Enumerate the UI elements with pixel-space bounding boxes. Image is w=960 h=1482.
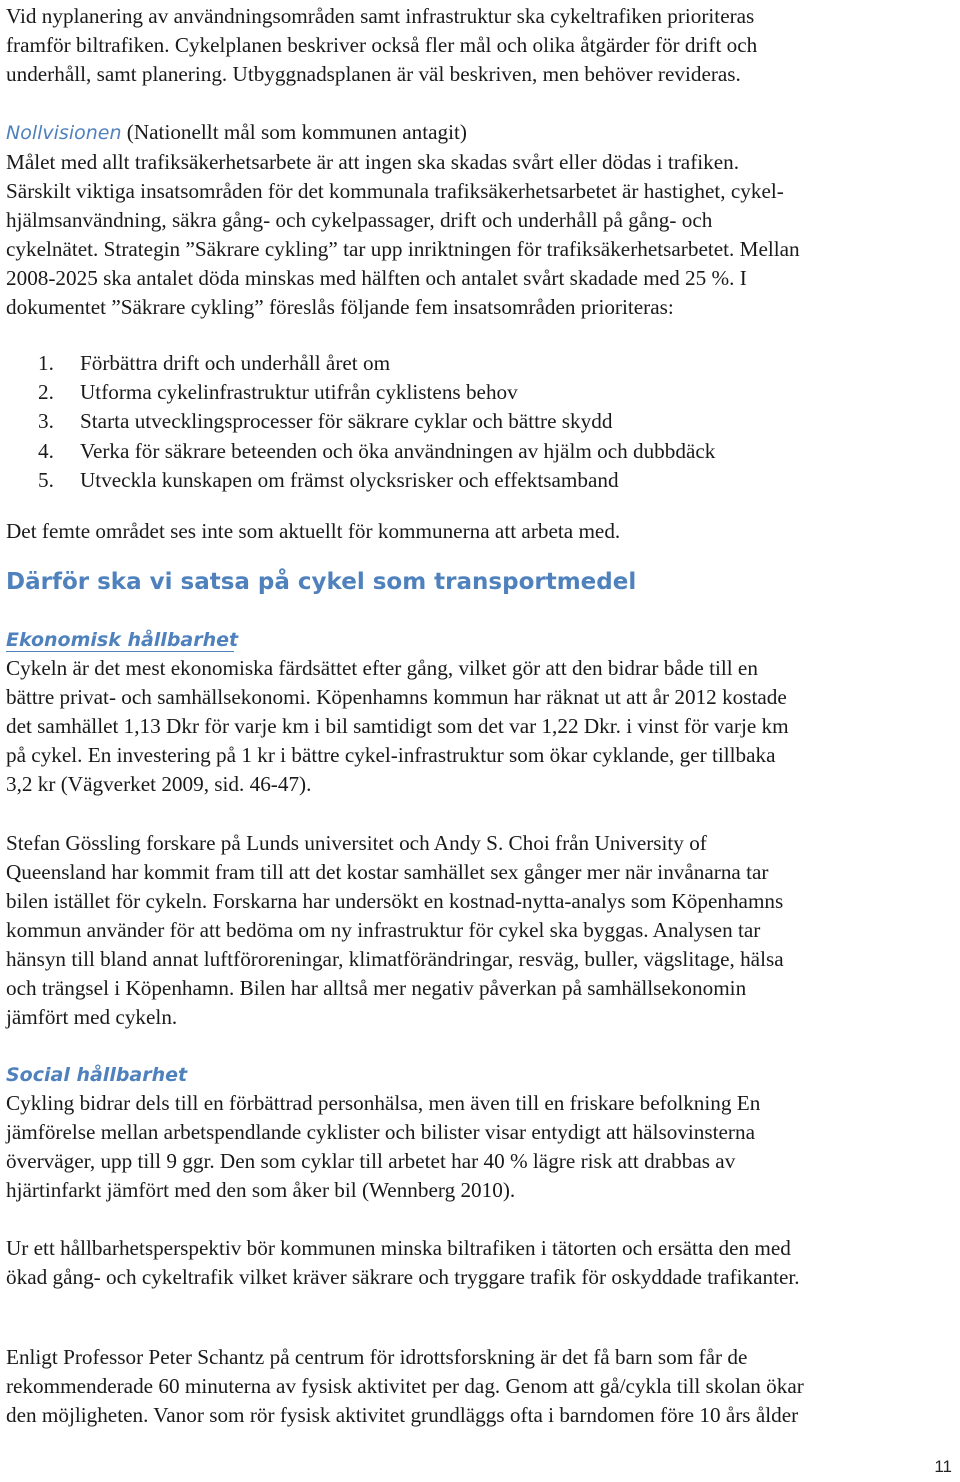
text-line: ökad gång- och cykeltrafik vilket kräver säkrare och tryggare trafik för oskyddade trafikanter.	[6, 1265, 800, 1289]
text-line: hänsyn till bland annat luftföroreningar, klimatförändringar, resväg, buller, vägslitage, hälsa	[6, 947, 784, 971]
list-number: 1.	[38, 351, 54, 375]
priority-list	[38, 349, 715, 495]
list-text: Starta utvecklingsprocesser för säkrare cyklar och bättre skydd	[80, 409, 613, 434]
intro-paragraph	[6, 2, 956, 89]
list-text: Förbättra drift och underhåll året om	[80, 351, 391, 375]
list-number: 4.	[38, 438, 54, 463]
fifth-area-note	[6, 517, 956, 546]
economic-paragraph-1	[6, 654, 956, 799]
text-line: och trängsel i Köpenhamn. Bilen har alltså mer negativ påverkan på samhällsekonomin	[6, 976, 747, 1000]
section-heading: Därför ska vi satsa på cykel som transportmedel	[6, 569, 637, 595]
text-line: bättre privat- och samhällsekonomi. Köpenhamns kommun har räknat ut att år 2012 kostade	[6, 685, 787, 709]
text-line: cykelnätet. Strategin ”Säkrare cykling” tar upp inriktningen för trafiksäkerhetsarbetet. Mellan	[6, 237, 800, 261]
text-line: dokumentet ”Säkrare cykling” föreslås följande fem insatsområden prioriteras:	[6, 295, 674, 319]
list-number: 3.	[38, 409, 54, 434]
text-line: det samhället 1,13 Dkr för varje km i bil samtidigt som det var 1,22 Dkr. i vinst för varje km	[6, 714, 789, 738]
text-line: Stefan Gössling forskare på Lunds universitet och Andy S. Choi från University of	[6, 831, 707, 855]
list-text: Utforma cykelinfrastruktur utifrån cyklistens behov	[80, 380, 518, 405]
nollvision-term: Nollvisionen	[6, 122, 122, 144]
list-item	[38, 407, 715, 436]
text-line: på cykel. En investering på 1 kr i bättre cykel-infrastruktur som ökar cyklande, ger tillbaka	[6, 743, 776, 767]
text-line: jämfört med cykeln.	[6, 1005, 178, 1029]
list-item	[38, 466, 715, 495]
text-line: jämförelse mellan arbetspendlande cyklister och bilister visar entydigt att hälsovinsterna	[6, 1120, 755, 1144]
heading-underline	[6, 651, 234, 652]
text-line: Enligt Professor Peter Schantz på centrum för idrottsforskning är det få barn som får de	[6, 1345, 748, 1369]
text-line: Ur ett hållbarhetsperspektiv bör kommunen minska biltrafiken i tätorten och ersätta den med	[6, 1236, 791, 1260]
text-line: kommun använder för att bedöma om ny infrastruktur för cykel ska byggas. Analysen tar	[6, 918, 761, 942]
list-number: 5.	[38, 467, 54, 492]
text-line: hjärtinfarkt jämfört med den som åker bil (Wennberg 2010).	[6, 1178, 516, 1202]
text-line: överväger, upp till 9 ggr. Den som cyklar till arbetet har 40 % lägre risk att drabbas av	[6, 1149, 736, 1173]
social-heading: Social hållbarhet	[6, 1064, 188, 1086]
text-line: hjälmsanvändning, säkra gång- och cykelpassager, drift och underhåll på gång- och	[6, 208, 713, 232]
text-line: den möjligheten. Vanor som rör fysisk aktivitet grundläggs ofta i barndomen före 10 års ålder	[6, 1403, 799, 1427]
list-text: Verka för säkrare beteenden och öka användningen av hjälm och dubbdäck	[80, 438, 716, 463]
economic-heading: Ekonomisk hållbarhet	[6, 629, 239, 651]
text-line: 3,2 kr (Vägverket 2009, sid. 46-47).	[6, 772, 312, 796]
text-line: Särskilt viktiga insatsområden för det kommunala trafiksäkerhetsarbetet är hastighet, cykel-	[6, 179, 784, 203]
text-line: 2008-2025 ska antalet döda minskas med hälften och antalet svårt skadade med 25 %. I	[6, 266, 747, 290]
text-line: Det femte området ses inte som aktuellt för kommunerna att arbeta med.	[6, 519, 621, 543]
text-line: Cykling bidrar dels till en förbättrad personhälsa, men även till en friskare befolkning En	[6, 1091, 761, 1115]
list-number: 2.	[38, 380, 54, 405]
nollvision-subtitle: (Nationellt mål som kommunen antagit)	[121, 120, 467, 144]
social-paragraph-1	[6, 1089, 956, 1205]
text-line: rekommenderade 60 minuterna av fysisk aktivitet per dag. Genom att gå/cykla till skolan ökar	[6, 1374, 804, 1398]
text-line: underhåll, samt planering. Utbyggnadsplanen är väl beskriven, men behöver revideras.	[6, 62, 741, 86]
list-item	[38, 378, 715, 407]
social-paragraph-3	[6, 1343, 956, 1430]
text-line: Vid nyplanering av användningsområden samt infrastruktur ska cykeltrafiken prioriteras	[6, 4, 755, 28]
social-paragraph-2	[6, 1234, 956, 1292]
page-number: 11	[934, 1457, 952, 1476]
text-line: Queensland har kommit fram till att det kostar samhället sex gånger mer när invånarna tar	[6, 860, 769, 884]
text-line	[6, 118, 956, 148]
text-line: Målet med allt trafiksäkerhetsarbete är att ingen ska skadas svårt eller dödas i trafiken.	[6, 150, 740, 174]
list-text: Utveckla kunskapen om främst olycksrisker och effektsamband	[80, 467, 619, 492]
list-item	[38, 437, 715, 466]
text-line: bilen istället för cykeln. Forskarna har undersökt en kostnad-nytta-analys som Köpenhamns	[6, 889, 784, 913]
nollvision-paragraph	[6, 118, 956, 322]
economic-paragraph-2	[6, 829, 956, 1032]
text-line: Cykeln är det mest ekonomiska färdsättet efter gång, vilket gör att den bidrar både till en	[6, 656, 758, 680]
list-item	[38, 349, 715, 378]
text-line: framför biltrafiken. Cykelplanen beskriver också fler mål och olika åtgärder för drift och	[6, 33, 758, 57]
